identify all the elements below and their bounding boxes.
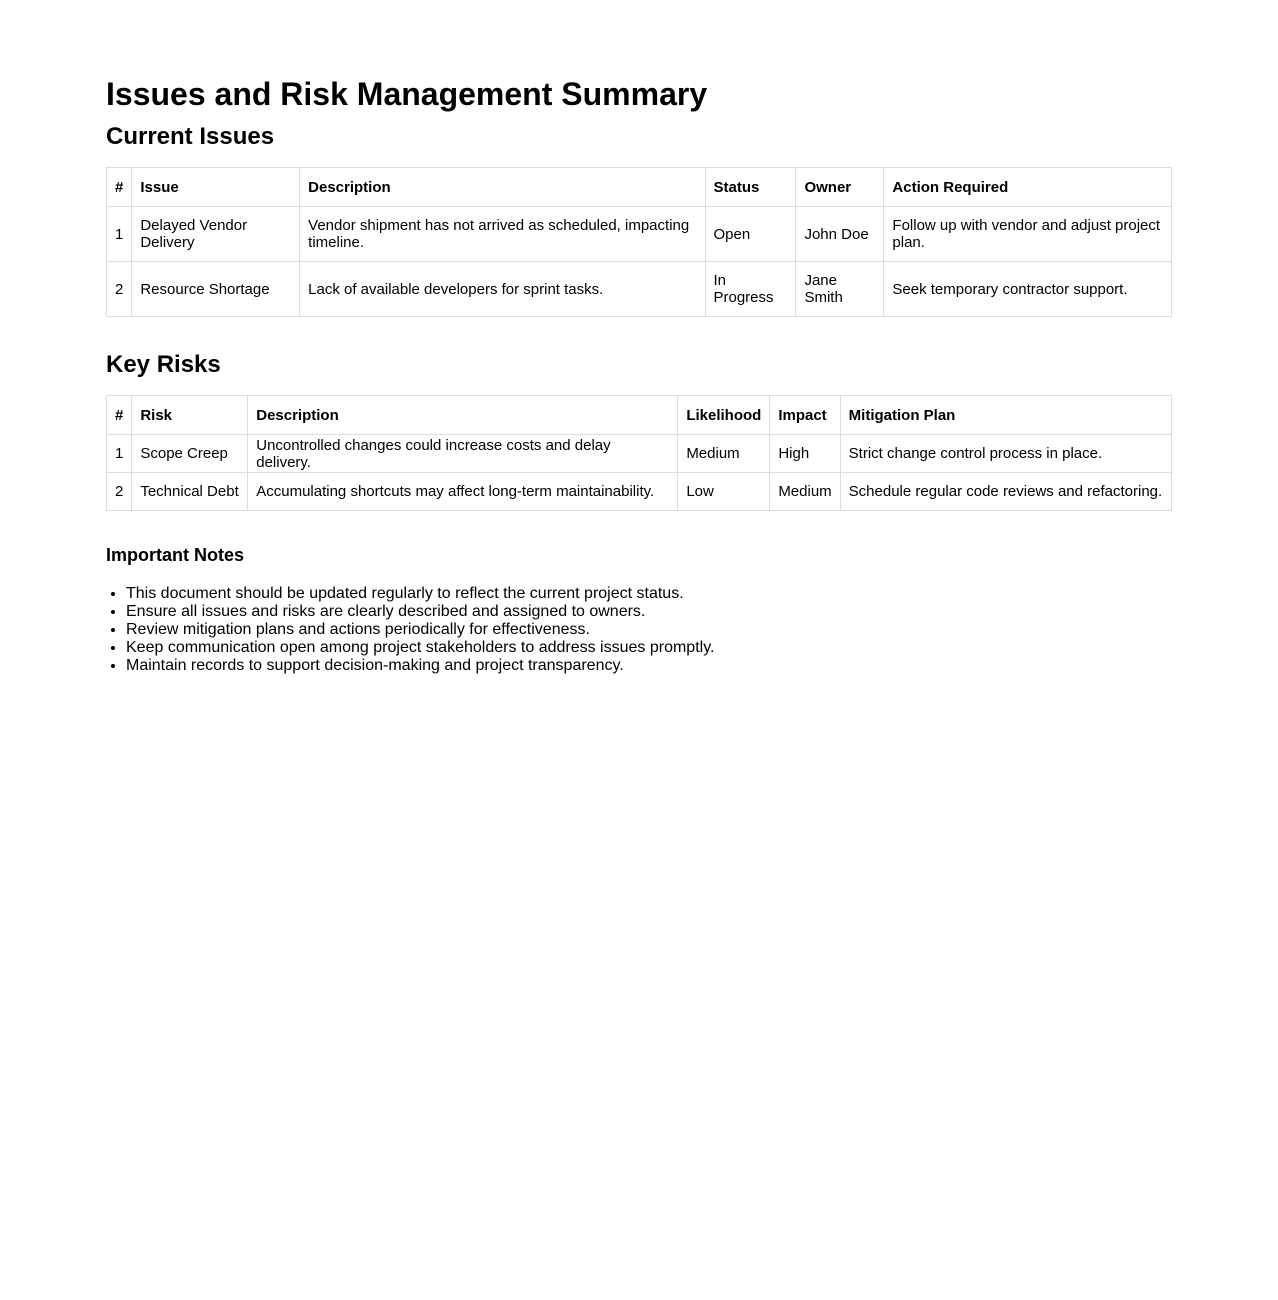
column-header-owner: Owner bbox=[796, 168, 884, 207]
risk-name: Scope Creep bbox=[132, 435, 248, 473]
column-header-issue: Issue bbox=[132, 168, 300, 207]
list-item: • Ensure all issues and risks are clearly described and assigned to owners. bbox=[126, 603, 1172, 621]
table-row bbox=[107, 435, 1172, 473]
table-row bbox=[107, 262, 1172, 317]
key-risks-heading: Key Risks bbox=[106, 351, 221, 378]
list-item: • Review mitigation plans and actions periodically for effectiveness. bbox=[126, 621, 1172, 639]
column-header-number: # bbox=[107, 168, 132, 207]
issue-owner: Jane Smith bbox=[796, 262, 884, 317]
risk-description: Uncontrolled changes could increase costs and delay delivery. bbox=[248, 435, 678, 473]
table-header-row bbox=[107, 168, 1172, 207]
column-header-description: Description bbox=[300, 168, 705, 207]
issue-status: In Progress bbox=[705, 262, 796, 317]
risk-number: 2 bbox=[107, 473, 132, 511]
list-item: • Maintain records to support decision-making and project transparency. bbox=[126, 657, 1172, 675]
column-header-risk: Risk bbox=[132, 396, 248, 435]
important-notes-list bbox=[106, 585, 1172, 675]
risk-likelihood: Medium bbox=[678, 435, 770, 473]
issue-description: Lack of available developers for sprint tasks. bbox=[300, 262, 705, 317]
risk-impact: High bbox=[770, 435, 840, 473]
column-header-impact: Impact bbox=[770, 396, 840, 435]
current-issues-heading: Current Issues bbox=[106, 123, 275, 150]
issue-name: Resource Shortage bbox=[132, 262, 300, 317]
issue-owner: John Doe bbox=[796, 207, 884, 262]
risk-number: 1 bbox=[107, 435, 132, 473]
table-row bbox=[107, 207, 1172, 262]
issue-name: Delayed Vendor Delivery bbox=[132, 207, 300, 262]
risk-likelihood: Low bbox=[678, 473, 770, 511]
current-issues-table bbox=[106, 167, 1172, 317]
column-header-description: Description bbox=[248, 396, 678, 435]
issue-status: Open bbox=[705, 207, 796, 262]
issue-action: Follow up with vendor and adjust project plan. bbox=[884, 207, 1172, 262]
column-header-mitigation-plan: Mitigation Plan bbox=[840, 396, 1171, 435]
column-header-action-required: Action Required bbox=[884, 168, 1172, 207]
risk-impact: Medium bbox=[770, 473, 840, 511]
list-item: • Keep communication open among project stakeholders to address issues promptly. bbox=[126, 639, 1172, 657]
column-header-number: # bbox=[107, 396, 132, 435]
page-title: Issues and Risk Management Summary bbox=[106, 76, 708, 112]
issue-number: 1 bbox=[107, 207, 132, 262]
key-risks-table bbox=[106, 395, 1172, 511]
risk-mitigation: Schedule regular code reviews and refactoring. bbox=[840, 473, 1171, 511]
issue-number: 2 bbox=[107, 262, 132, 317]
risk-description: Accumulating shortcuts may affect long-term maintainability. bbox=[248, 473, 678, 511]
table-header-row bbox=[107, 396, 1172, 435]
risk-name: Technical Debt bbox=[132, 473, 248, 511]
column-header-likelihood: Likelihood bbox=[678, 396, 770, 435]
issue-description: Vendor shipment has not arrived as scheduled, impacting timeline. bbox=[300, 207, 705, 262]
risk-mitigation: Strict change control process in place. bbox=[840, 435, 1171, 473]
list-item: • This document should be updated regularly to reflect the current project status. bbox=[126, 585, 1172, 603]
column-header-status: Status bbox=[705, 168, 796, 207]
important-notes-heading: Important Notes bbox=[106, 545, 245, 565]
issue-action: Seek temporary contractor support. bbox=[884, 262, 1172, 317]
table-row bbox=[107, 473, 1172, 511]
